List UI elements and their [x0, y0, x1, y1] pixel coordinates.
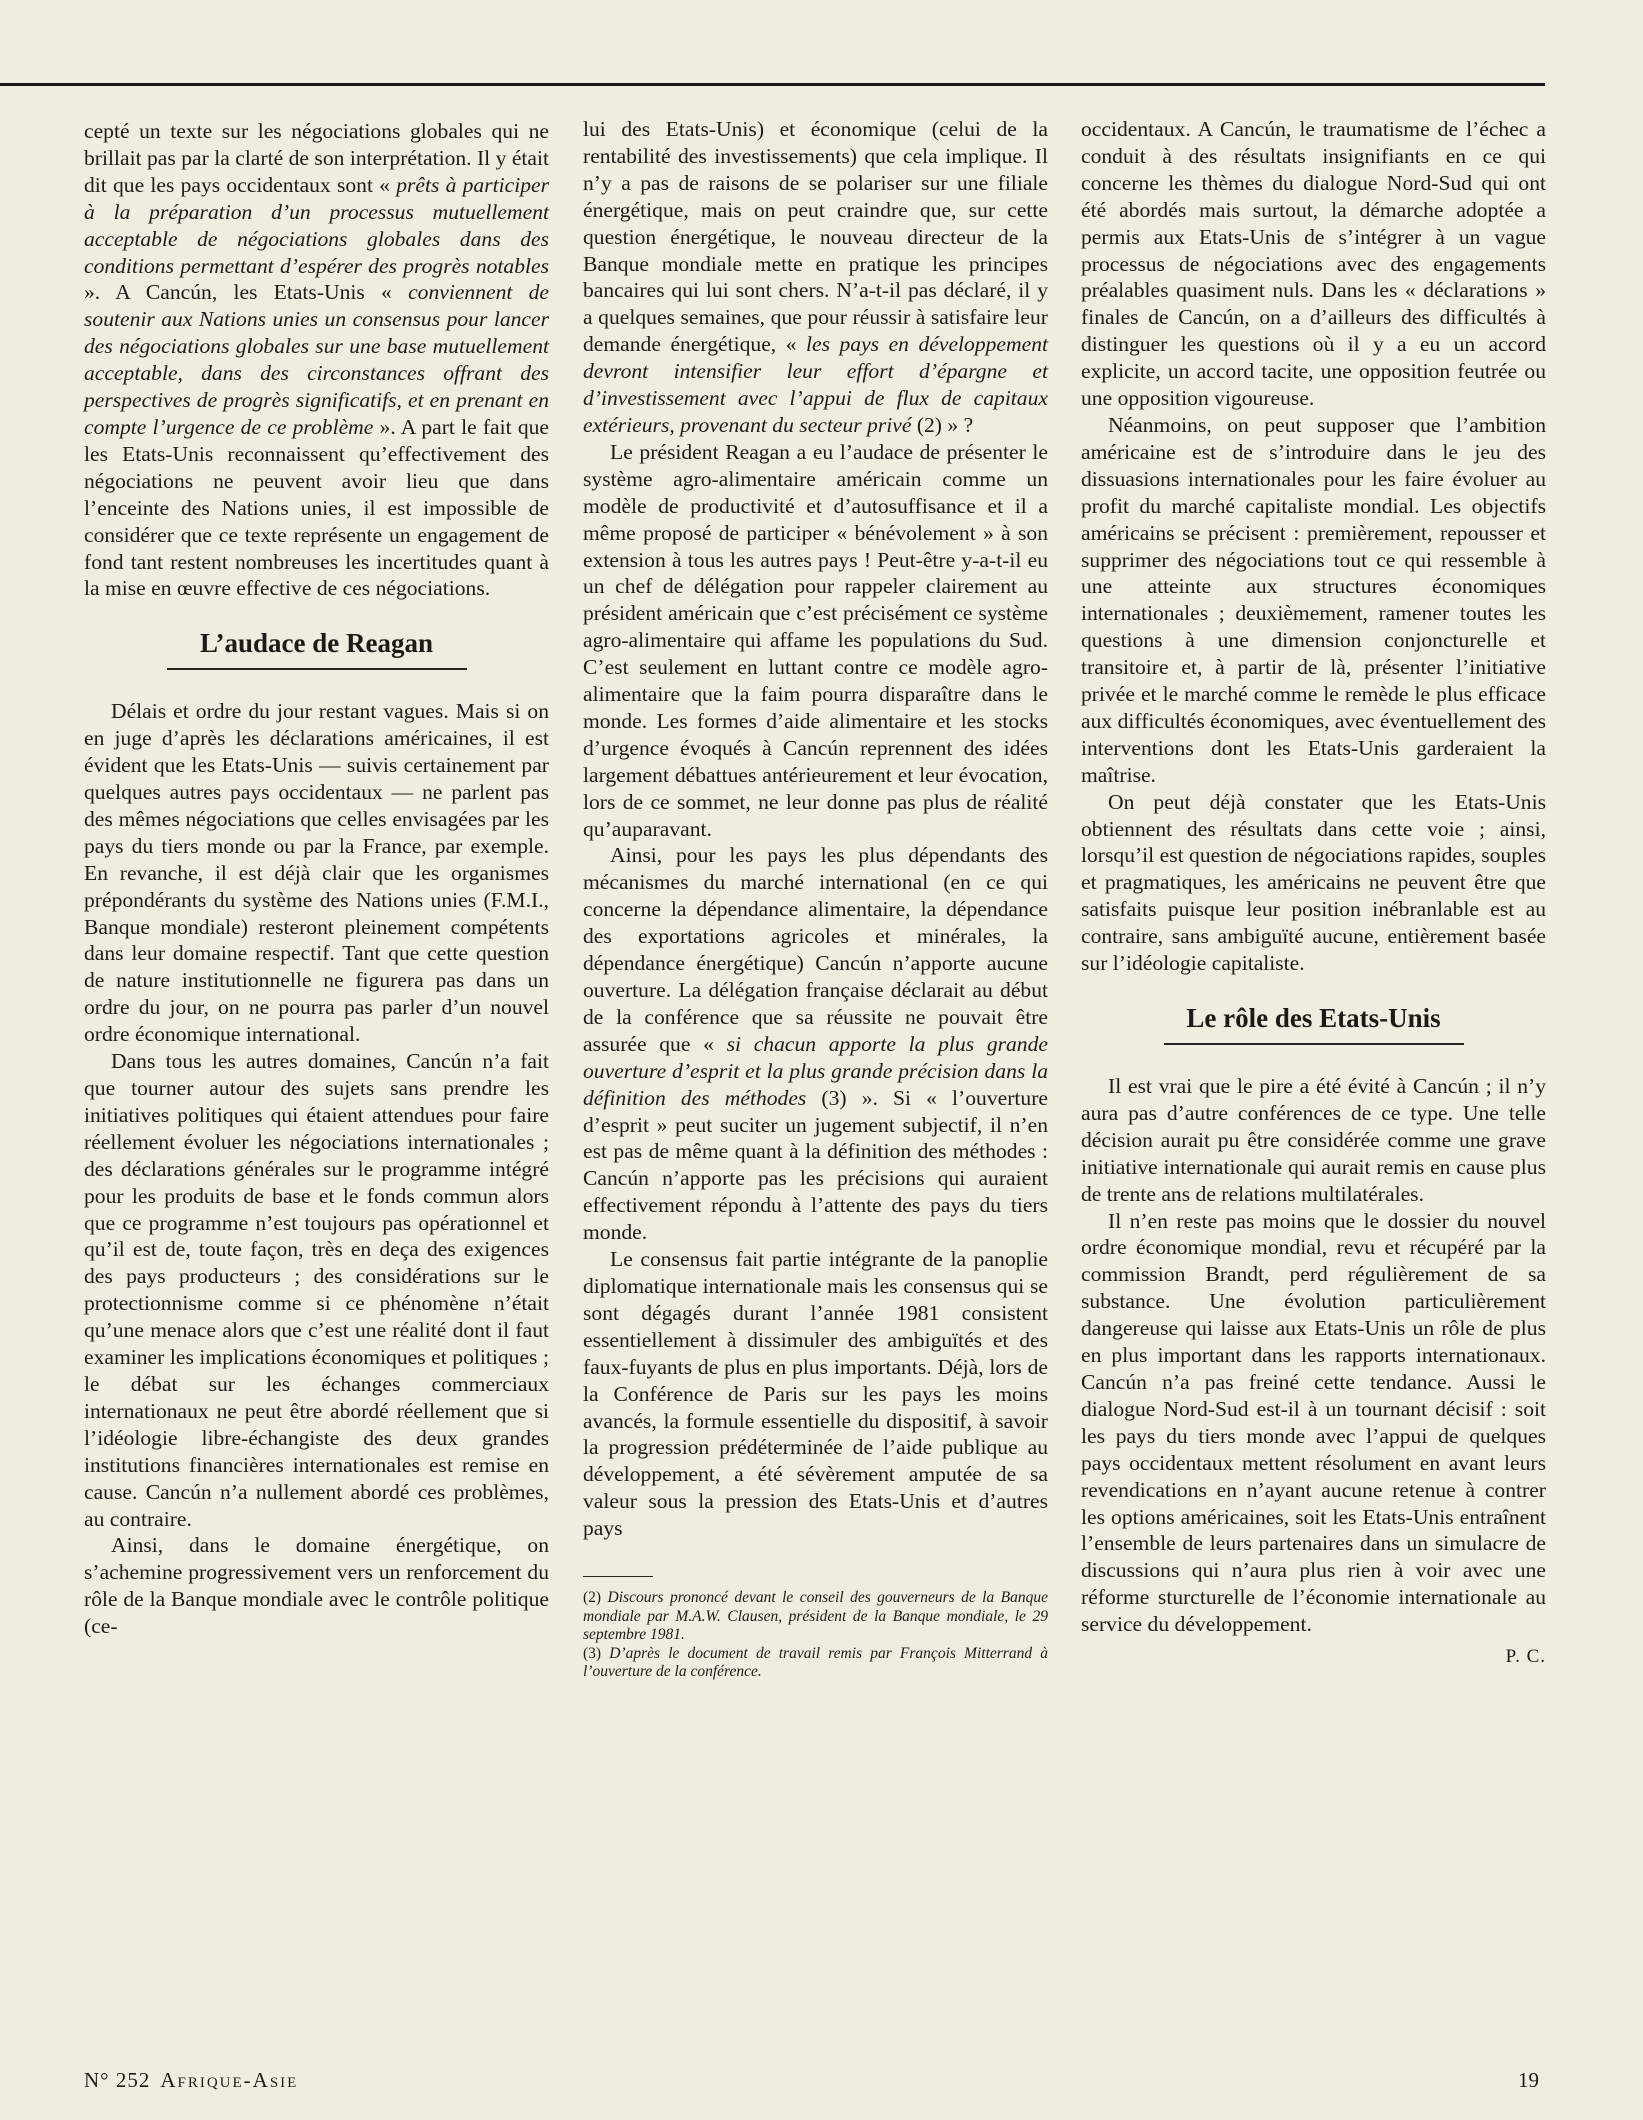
- issue-number: N° 252: [84, 2068, 151, 2092]
- col3-paragraph-1: occidentaux. A Cancún, le traumatisme de l’échec a conduit à des résultats insignifiants en ce qui concerne les thèmes du dialogue Nord-Sud qui ont été abordés mais surtout, la démarche adoptée a permis aux Etats-Unis de s’intégrer à un vague processus de négociations avec des engagements préalables quasiment nuls. Dans les « déclarations » finales de Cancún, on a d’ailleurs des difficultés à distinguer les questions où il y a eu un accord explicite, un accord tacite, une opposition feutrée ou une opposition vigoureuse.: [1081, 117, 1546, 411]
- column-2: [583, 116, 1048, 1682]
- col2-paragraph-3: Ainsi, pour les pays les plus dépendants des mécanismes du marché international (en ce qui concerne la dépendance alimentaire, la dépendance des exportations agricoles et minérales, la dépendance énergétique) Cancún n’apporte aucune ouverture. La délégation française déclarait au début de la conférence que sa réussite ne pouvait être assurée que « si chacun apporte la plus grande ouverture d’esprit et la plus grande précision dans la définition des méthodes (3) ». Si « l’ouverture d’esprit » peut suciter un jugement subjectif, il n’en est pas de même quant à la définition des méthodes : Cancún n’apporte pas les précisions qui auraient effectivement répondu à l’attente des pays du tiers monde.: [583, 843, 1048, 1245]
- subheading-audace: L’audace de Reagan: [199, 628, 434, 659]
- col2-paragraph-2: Le président Reagan a eu l’audace de présenter le système agro-alimentaire américain comme un modèle de productivité et d’autosuffisance et il a même proposé de participer « bénévolement » à son extension à tous les autres pays ! Peut-être y-a-t-il eu un chef de délégation pour rappeler clairement au président américain que c’est précisément ce système agro-alimentaire qui affame les populations du Sud. C’est seulement en luttant contre ce modèle agro-alimentaire que la faim pourra disparaître dans le monde. Les formes d’aide alimentaire et les stocks d’urgence évoqués à Cancún reprennent des idées largement débattues antérieurement et leur évocation, lors de ce sommet, ne leur donne pas plus de réalité qu’auparavant.: [583, 439, 1048, 841]
- footnote-3: (3) D’après le document de travail remis par François Mitterrand à l’ouverture de la conférence.: [583, 1644, 1048, 1681]
- col1-paragraph-1: cepté un texte sur les négociations globales qui ne brillait pas par la clarté de son interprétation. Il y était dit que les pays occidentaux sont « prêts à participer à la préparation d’un processus mutuellement acceptable de négociations globales dans des conditions permettant d’espérer des progrès notables ». A Cancún, les Etats-Unis « conviennent de soutenir aux Nations unies un consensus pour lancer des négociations globales sur une base mutuellement acceptable, dans des circonstances offrant des perspectives de progrès significatifs, et en prenant en compte l’urgence de ce problème ». A part le fait que les Etats-Unis reconnaissent qu’effectivement des négociations ne peuvent avoir lieu que dans l’enceinte des Nations unies, il est impossible de considérer que ce texte représente un engagement de fond tant restent nombreuses les incertitudes quant à la mise en œuvre effective de ces négociations.: [84, 119, 549, 601]
- top-rule: [0, 83, 1545, 86]
- subheading-rule: [1164, 1043, 1464, 1045]
- author-signature: P. C.: [1505, 1646, 1546, 1668]
- subheading-rule: [167, 668, 467, 670]
- footnote-2: (2) Discours prononcé devant le conseil des gouverneurs de la Banque mondiale par M.A.W. Clausen, président de la Banque mondiale, le 29 septembre 1981.: [583, 1589, 1049, 1644]
- col1-paragraph-4: Ainsi, dans le domaine énergétique, on s’achemine progressivement vers un renforcement du rôle de la Banque mondiale avec le contrôle politique (ce-: [84, 1533, 549, 1639]
- magazine-name: Afrique-Asie: [160, 2068, 299, 2092]
- col2-paragraph-4: Le consensus fait partie intégrante de la panoplie diplomatique internationale mais les consensus qui se sont dégagés durant l’année 1981 consistent essentiellement à dissimuler des ambiguïtés et des faux-fuyants de plus en plus importants. Déjà, lors de la Conférence de Paris sur les pays les moins avancés, la formule essentielle du dispositif, à savoir la progression prédéterminée de l’aide publique au développement, a été sévèrement amputée de sa valeur sous la pression des Etats-Unis et d’autres pays: [583, 1247, 1048, 1541]
- col3-paragraph-3: On peut déjà constater que les Etats-Unis obtiennent des résultats dans cette voie ; ainsi, lorsqu’il est question de négociations rapides, souples et pragmatiques, les américains ne peuvent être que satisfaits puisque leur position inébranlable est au contraire, sans ambiguïté aucune, entièrement basée sur l’idéologie capitaliste.: [1081, 789, 1546, 976]
- col3-paragraph-4: Il est vrai que le pire a été évité à Cancún ; il n’y aura pas d’autre conférences de ce type. Une telle décision aurait pu être considérée comme une grave initiative internationale qui aurait remis en cause plus de trente ans de relations multilatérales.: [1081, 1074, 1546, 1206]
- col1-paragraph-2: Délais et ordre du jour restant vagues. Mais si on en juge d’après les déclarations américaines, il est évident que les Etats-Unis — suivis certainement par quelques autres pays occidentaux — ne parlent pas des mêmes négociations que celles envisagées par les pays du tiers monde ou par la France, par exemple. En revanche, il est déjà clair que les organismes prépondérants du système des Nations unies (F.M.I., Banque mondiale) resteront pleinement compétents dans leur domaine respectif. Tant que cette question de nature institutionnelle ne figurera pas dans un ordre du jour, on ne pourra pas parler d’un nouvel ordre économique international.: [84, 699, 549, 1047]
- subheading-role: Le rôle des Etats-Unis: [1186, 1003, 1441, 1033]
- page-number: 19: [1518, 2068, 1539, 2092]
- footnote-rule: [583, 1576, 653, 1577]
- col3-paragraph-2: Néanmoins, on peut supposer que l’ambition américaine est de s’introduire dans le jeu des dissuasions internationales pour les faire évoluer au profit du marché capitaliste mondial. Les objectifs américains se précisent : premièrement, repousser et supprimer des négociations tout ce qui ressemble à une atteinte aux structures économiques internationales ; deuxièmement, ramener toutes les questions à une dimension conjoncturelle et transitoire et, à partir de là, présenter l’initiative privée et le marché comme le remède le plus efficace aux difficultés économiques, avec éventuellement des interventions dont les Etats-Unis garderaient la maîtrise.: [1081, 412, 1546, 787]
- col1-paragraph-3: Dans tous les autres domaines, Cancún n’a fait que tourner autour des sujets sans prendre les initiatives politiques qui étaient attendues pour faire réellement évoluer les négociations internationales ; des déclarations générales sur le programme intégré pour les produits de base et le fonds commun alors que ce programme n’est toujours pas opérationnel et qu’il est de, toute façon, très en deça des exigences des pays producteurs ; des considérations sur le protectionnisme comme si ce phénomène n’était qu’une menace alors que c’est une réalité dont il faut examiner les implications économiques et politiques ; le débat sur les échanges commerciaux internationaux ne peut être abordé réellement que si l’idéologie libre-échangiste des deux grandes institutions financières internationales est remise en cause. Cancún n’a nullement abordé ces problèmes, au contraire.: [84, 1049, 549, 1531]
- col2-paragraph-1: lui des Etats-Unis) et économique (celui de la rentabilité des investissements) que cela implique. Il n’y a pas de raisons de se polariser sur une filiale énergétique, mais on peut craindre que, sur cette question énergétique, le nouveau directeur de la Banque mondiale mette en pratique les principes bancaires qui lui sont chers. N’a-t-il pas déclaré, il y a quelques semaines, que pour réussir à satisfaire leur demande énergétique, « les pays en développement devront intensifier leur effort d’épargne et d’investissement avec l’appui de flux de capitaux extérieurs, provenant du secteur privé (2) » ?: [583, 117, 1048, 437]
- footer-issue: [84, 2068, 298, 2093]
- col3-paragraph-5: Il n’en reste pas moins que le dossier du nouvel ordre économique mondial, revu et récupéré par la commission Brandt, perd régulièrement de sa substance. Une évolution particulièrement dangereuse qui laisse aux Etats-Unis un rôle de plus en plus important dans les rapports internationaux. Cancún n’a pas freiné cette tendance. Aussi le dialogue Nord-Sud est-il à un tournant décisif : soit les pays du tiers monde avec l’appui de quelques pays occidentaux mettent résolument en avant leurs revendications en n’ayant aucune retenue à contrer les options américaines, soit les Etats-Unis entraînent l’ensemble de leurs partenaires dans un simulacre de discussions qui n’aura plus rien à voir avec une réforme sturcturelle de l’économie internationale au service du développement.: [1081, 1208, 1546, 1637]
- column-3: [1081, 116, 1546, 1671]
- column-1: [84, 118, 549, 1640]
